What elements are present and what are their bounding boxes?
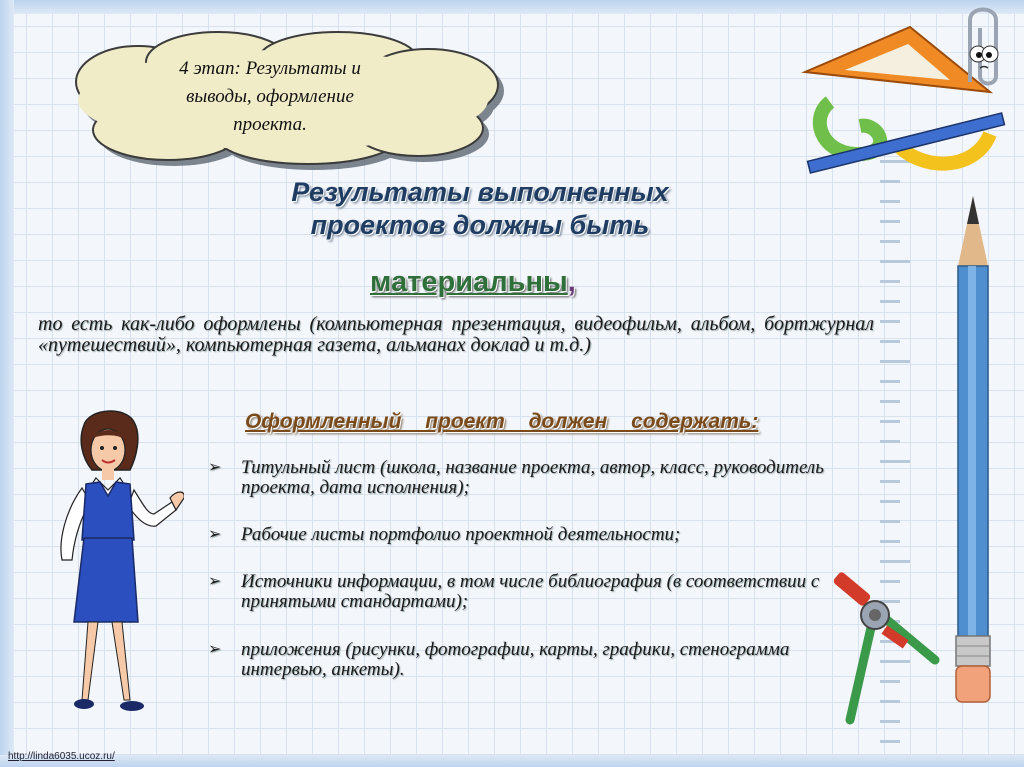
frame-bottom (0, 755, 1024, 767)
body-paragraph: то есть как-либо оформлены (компьютерная презентация, видеофильм, альбом, бортжурнал «путешествий», компьютерная газета, альманах доклад и т.д.) (38, 313, 874, 356)
ruler-tick (880, 220, 900, 223)
teacher-illustration (44, 410, 184, 730)
list-item-text: приложения (рисунки, фотографии, карты, графики, стенограмма интервью, анкеты). (241, 639, 790, 680)
ruler-tick (880, 480, 900, 483)
ruler-tick (880, 280, 900, 283)
list-item-text: Рабочие листы портфолио проектной деятельности; (241, 524, 681, 545)
ruler-tick (880, 440, 900, 443)
results-heading-line1: Результаты выполненных (291, 177, 669, 207)
list-item (208, 458, 868, 498)
ruler-tick (880, 740, 900, 743)
ruler-tick (880, 260, 910, 263)
list-item (208, 572, 868, 612)
frame-left (0, 0, 14, 767)
results-heading-line2: проектов должны быть (310, 210, 650, 240)
ruler-tick (880, 180, 900, 183)
pencil-icon (950, 196, 996, 716)
ruler-tick (880, 240, 900, 243)
material-word: материальны (370, 266, 568, 298)
ruler-tick (880, 420, 900, 423)
ruler-tick (880, 540, 900, 543)
ruler-tick (880, 500, 900, 503)
ruler-tick (880, 340, 900, 343)
compass-icon (820, 570, 950, 730)
contents-heading: Оформленный проект должен содержать: (245, 410, 759, 433)
bullet-arrow-icon: ➢ (208, 526, 222, 543)
list-item-text: Источники информации, в том числе библиография (в соответствии с принятыми стандартами); (241, 571, 820, 612)
bullet-arrow-icon: ➢ (208, 641, 222, 658)
ruler-tick (880, 400, 900, 403)
material-emphasis (370, 266, 670, 299)
footer-link[interactable]: http://linda6035.ucoz.ru/ (8, 751, 115, 762)
results-heading (250, 176, 710, 242)
material-comma: , (567, 266, 576, 298)
paper-clip-icon (958, 2, 1008, 92)
ruler-tick (880, 560, 910, 563)
list-item (208, 640, 868, 680)
ruler-tick (880, 380, 900, 383)
contents-list (208, 458, 868, 707)
list-item (208, 525, 868, 545)
ruler-tick (880, 460, 910, 463)
ruler-tick (880, 520, 900, 523)
bullet-arrow-icon: ➢ (208, 459, 222, 476)
ruler-tick (880, 360, 910, 363)
frame-top (0, 0, 1024, 14)
ruler-tick (880, 200, 900, 203)
ruler-tick (880, 300, 900, 303)
stage-title: 4 этап: Результаты и выводы, оформление проекта. (179, 58, 361, 135)
bullet-arrow-icon: ➢ (208, 573, 222, 590)
list-item-text: Титульный лист (школа, название проекта, автор, класс, руководитель проекта, дата исполнения); (241, 457, 824, 498)
ruler-tick (880, 320, 900, 323)
